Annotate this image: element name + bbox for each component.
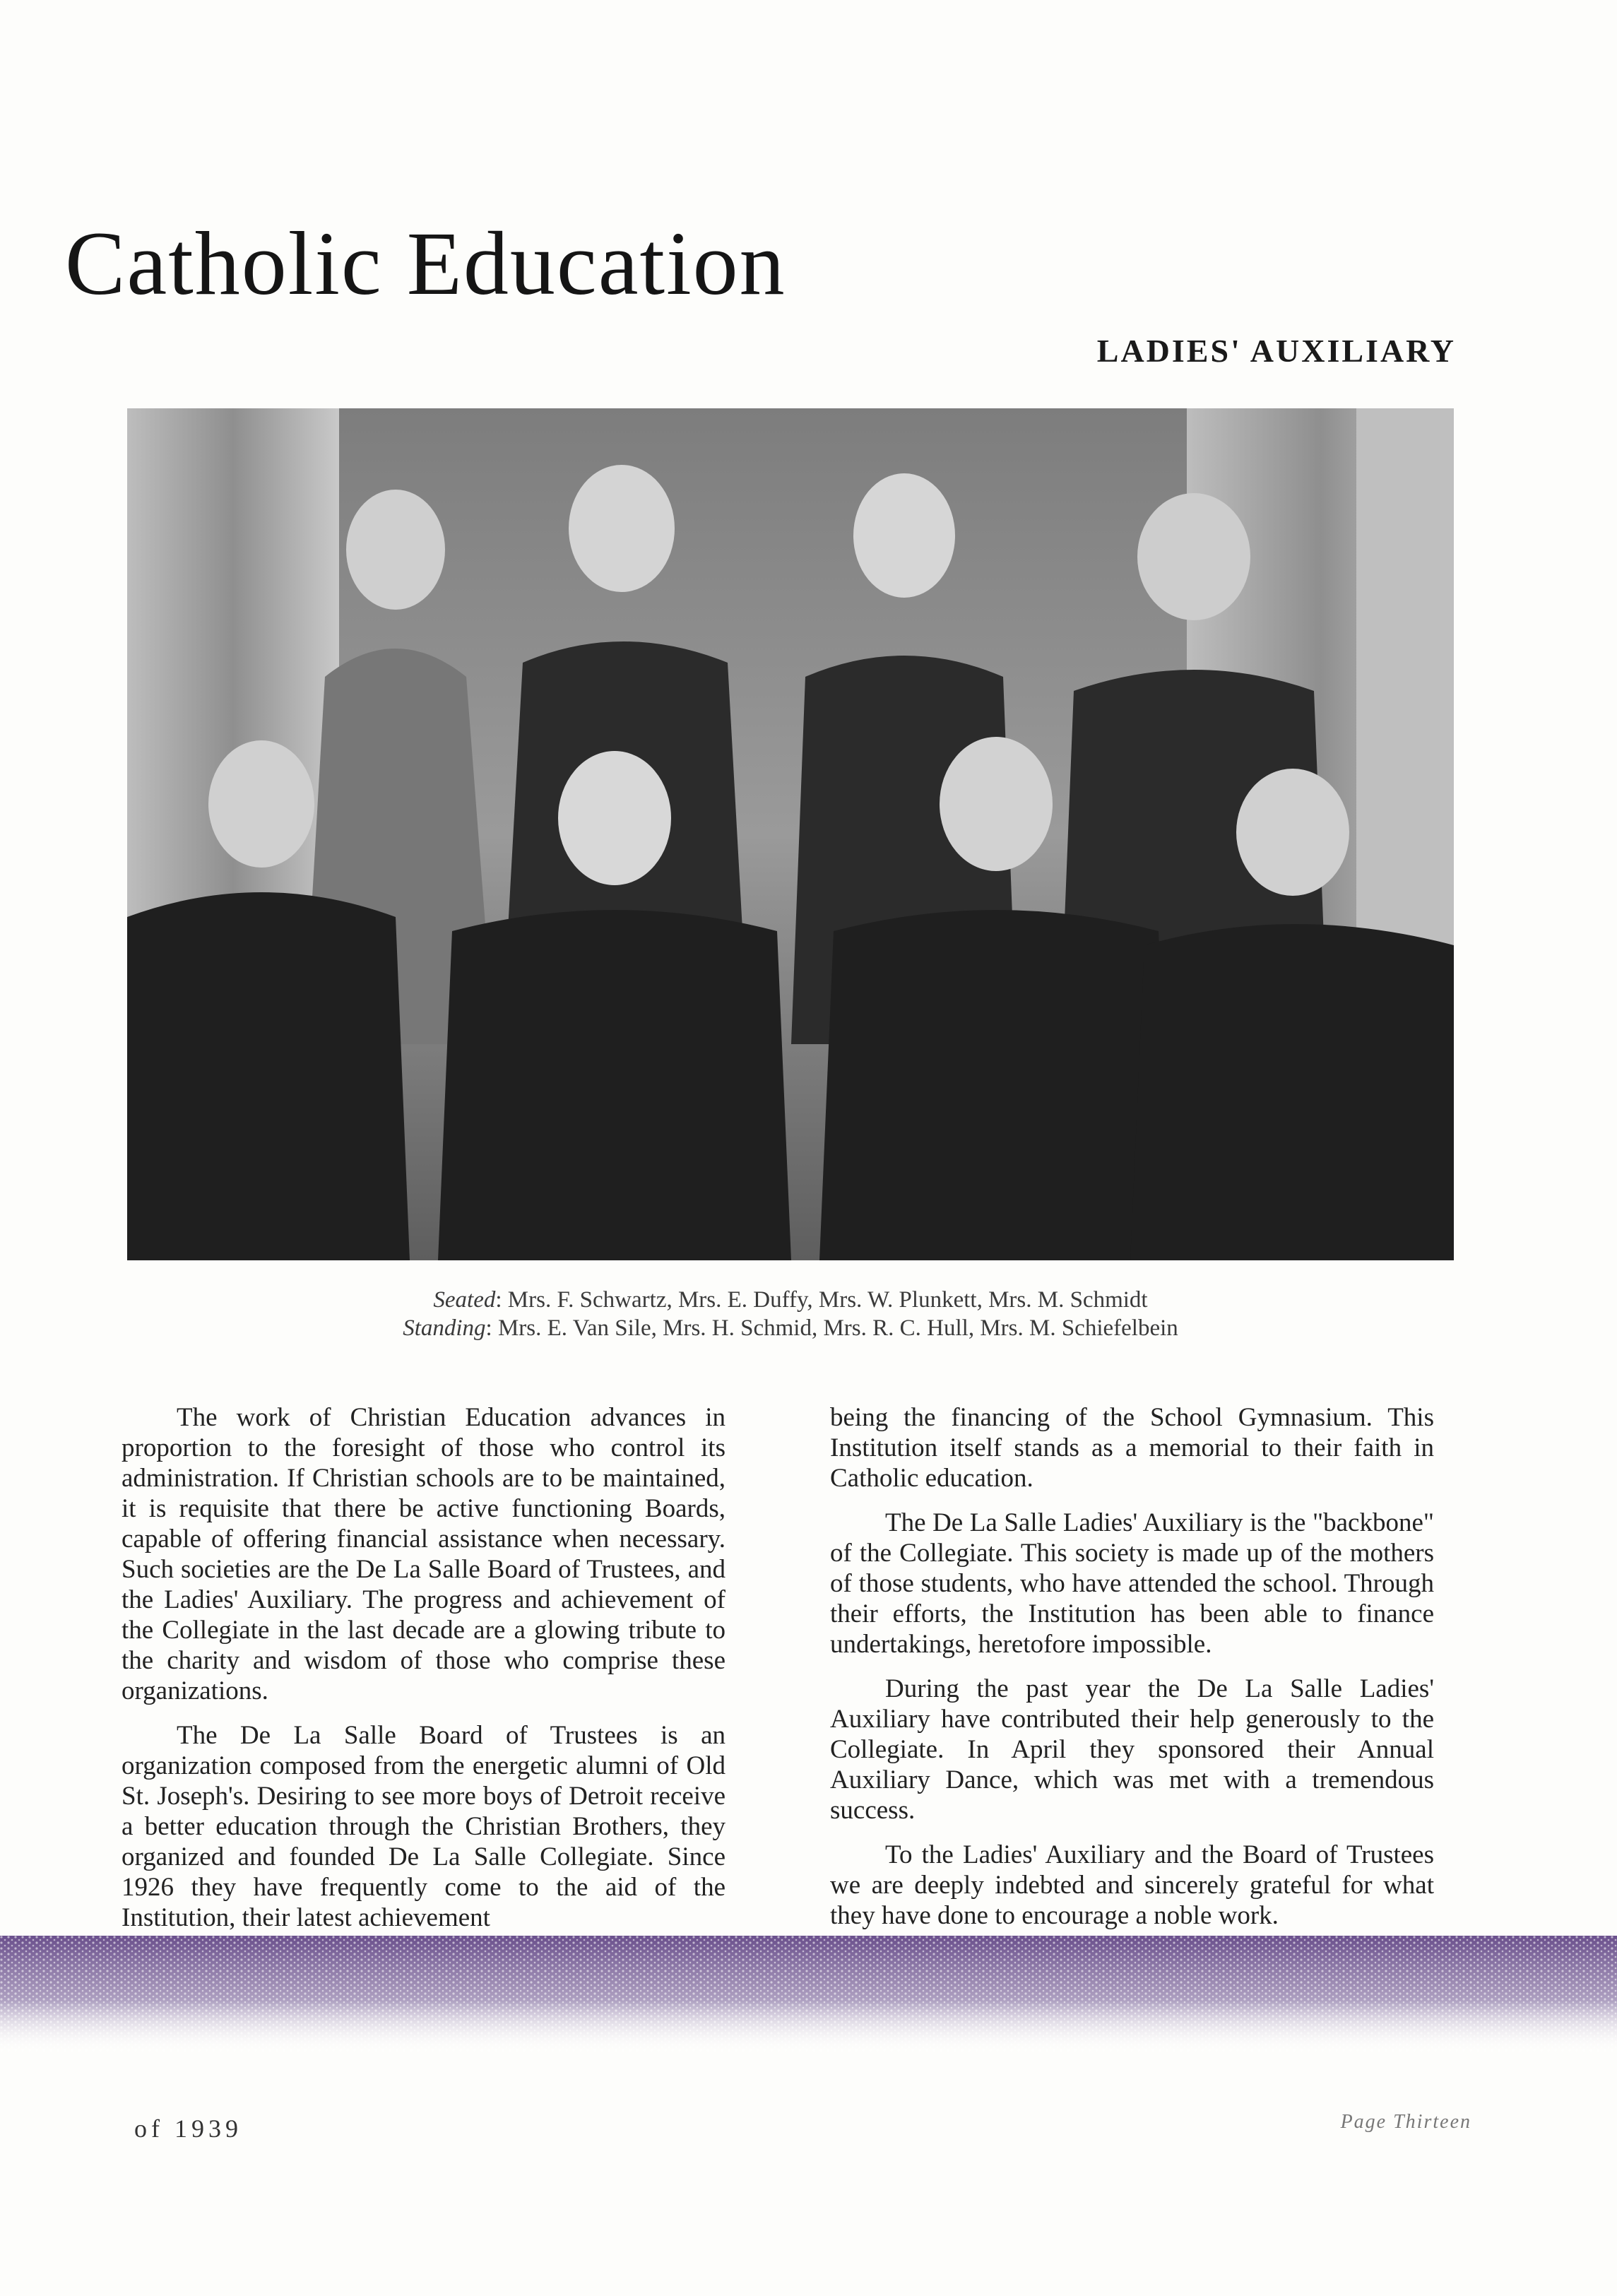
section-subtitle: LADIES' AUXILIARY: [1096, 333, 1456, 369]
body-paragraph: During the past year the De La Salle Ladies' Auxiliary have contributed their help generously to the Collegiate. In April they sponsored their Annual Auxiliary Dance, which was met with a tremendous success.: [830, 1674, 1434, 1825]
caption-standing-names: Mrs. E. Van Sile, Mrs. H. Schmid, Mrs. R. C. Hull, Mrs. M. Schiefelbein: [497, 1315, 1178, 1341]
body-column-left: [122, 1402, 725, 1947]
group-portrait-photo: [127, 408, 1454, 1260]
body-paragraph-continuation: being the financing of the School Gymnasium. This Institution itself stands as a memorial to their faith in Catholic education.: [830, 1403, 1434, 1493]
caption-seated-line: Seated: Mrs. F. Schwartz, Mrs. E. Duffy, Mrs. W. Plunkett, Mrs. M. Schmidt: [433, 1287, 1148, 1313]
body-paragraph: The De La Salle Ladies' Auxiliary is the "backbone" of the Collegiate. This society is made up of the mothers of those students, who have attended the school. Through their efforts, the Institution has been able to finance undertakings, heretofore impossible.: [830, 1508, 1434, 1659]
caption-seated-label: Seated: [433, 1287, 496, 1313]
body-paragraph: The work of Christian Education advances in proportion to the foresight of those who control its administration. If Christian schools are to be maintained, it is requisite that there be active functioning Boards, capable of offering financial assistance when necessary. Such societies are the De La Salle Board of Trustees, and the Ladies' Auxiliary. The progress and achievement of the Collegiate in the last decade are a glowing tribute to the charity and wisdom of those who comprise these organizations.: [122, 1403, 725, 1705]
caption-standing-label: Standing: [403, 1315, 486, 1341]
body-paragraph: The De La Salle Board of Trustees is an organization composed from the energetic alumni of Old St. Joseph's. Desiring to see more boys of Detroit receive a better education through the Christian Brothers, they organized and founded De La Salle Collegiate. Since 1926 they have frequently come to the aid of the Institution, their latest achievement: [122, 1721, 725, 1932]
body-paragraph: To the Ladies' Auxiliary and the Board of Trustees we are deeply indebted and sincerely grateful for what they have done to encourage a noble work.: [830, 1840, 1434, 1930]
photo-illustration: [127, 408, 1454, 1260]
caption-standing-line: Standing: Mrs. E. Van Sile, Mrs. H. Schmid, Mrs. R. C. Hull, Mrs. M. Schiefelbein: [403, 1315, 1178, 1341]
decorative-stipple-band: [0, 1936, 1617, 2052]
page-number: Page Thirteen: [1340, 2111, 1471, 2133]
photo-caption: [127, 1286, 1454, 1342]
page-title: Catholic Education: [65, 213, 786, 314]
footer-year: of 1939: [134, 2114, 242, 2143]
body-column-right: [830, 1402, 1434, 1945]
stipple-pattern: [0, 1936, 1617, 2052]
caption-seated-names: Mrs. F. Schwartz, Mrs. E. Duffy, Mrs. W. Plunkett, Mrs. M. Schmidt: [507, 1287, 1148, 1313]
